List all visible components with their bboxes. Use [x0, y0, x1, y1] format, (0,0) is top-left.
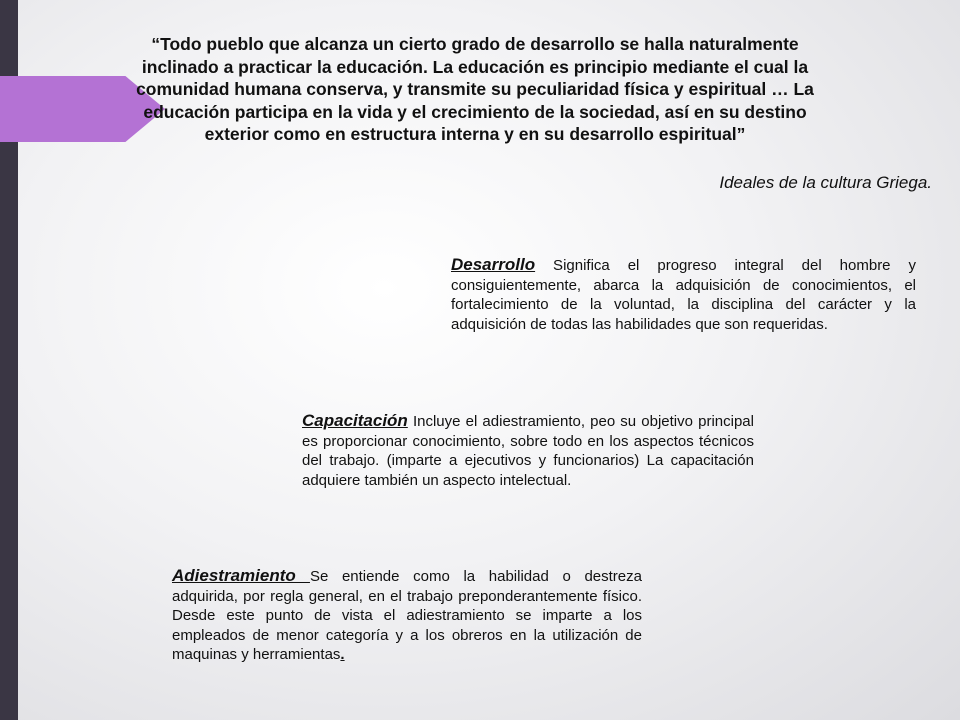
definition-term: Capacitación	[302, 411, 408, 430]
quote-attribution: Ideales de la cultura Griega.	[719, 173, 932, 192]
definition-text: Incluye el adiestramiento, peo su objetivo principal es proporcionar conocimiento, sobre todo en los aspectos técnicos del trabajo. (imparte a ejecutivos y funcionarios) La capacitación adquiere también un aspecto intelectual.	[302, 413, 754, 489]
quote-text: “Todo pueblo que alcanza un cierto grado de desarrollo se halla naturalmente inclinado a practicar la educación. La educación es principio mediante el cual la comunidad humana conserva, y transmite su peculiaridad física y espiritual … La educación participa en la vida y el crecimiento de la sociedad, así en su destino exterior como en estructura interna y en su desarrollo espiritual”	[136, 34, 814, 144]
definition-text: Se entiende como la habilidad o destreza adquirida, por regla general, en el trabajo preponderantemente físico. Desde este punto de vista el adiestramiento se imparte a los empleados de menor categoría y a los obreros en la utilización de maquinas y herramientas	[172, 568, 642, 663]
definition-desarrollo	[451, 255, 916, 334]
definition-adiestramiento	[172, 566, 642, 665]
definition-term: Adiestramiento	[172, 566, 310, 585]
definition-text: Significa el progreso integral del hombre y consiguientemente, abarca la adquisición de conocimientos, el fortalecimiento de la voluntad, la disciplina del carácter y la adquisición de todas las habilidades que son requeridas.	[451, 257, 916, 333]
definition-trailing-period: .	[340, 646, 345, 663]
definition-term: Desarrollo	[451, 255, 536, 274]
definition-capacitacion	[302, 411, 754, 490]
